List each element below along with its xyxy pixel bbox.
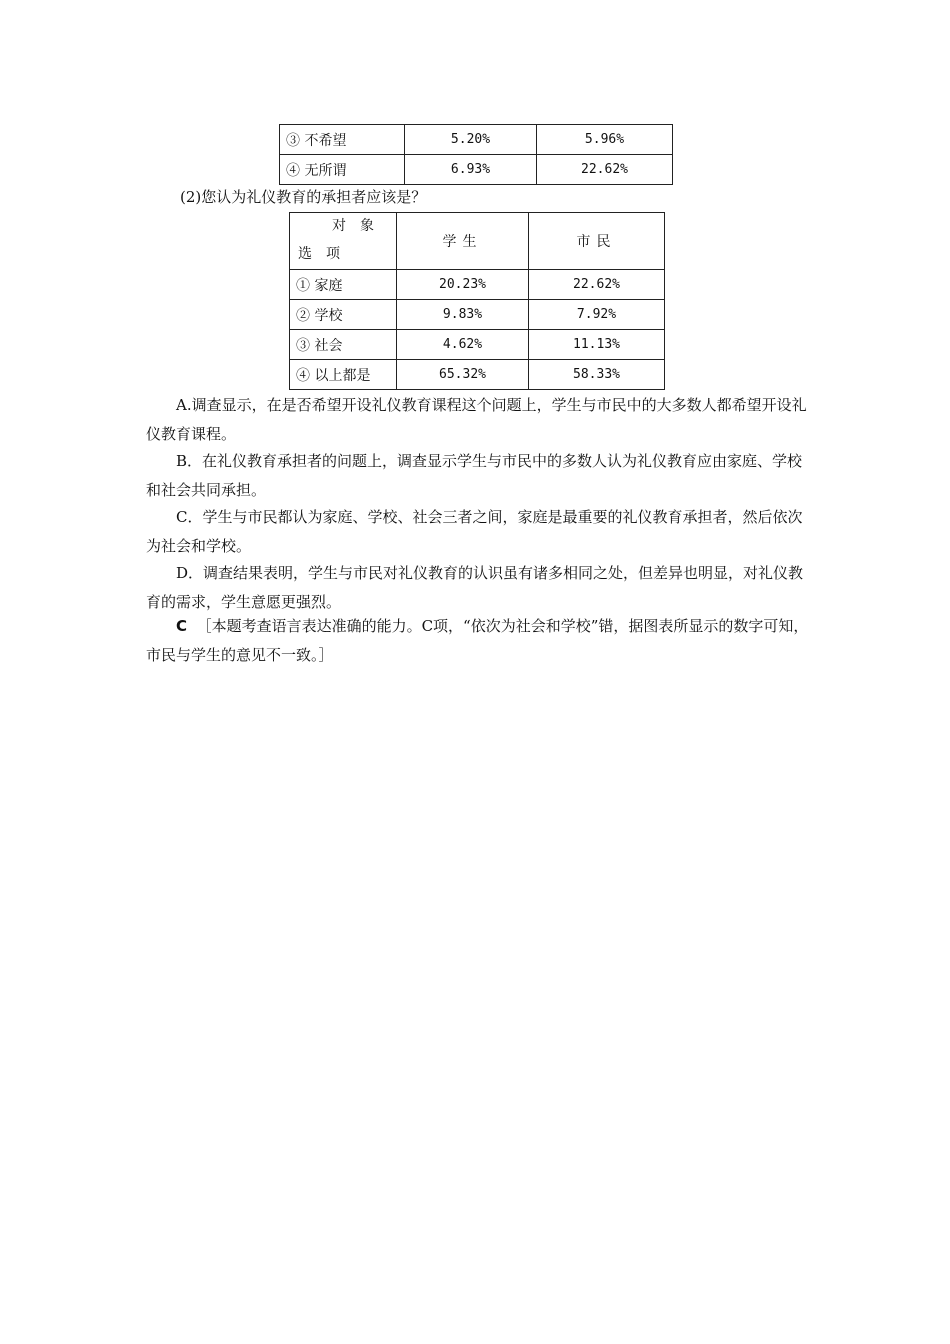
corner-header-cell	[290, 213, 397, 270]
citizen-value-cell: 5.96%	[537, 125, 673, 155]
header-student: 学生	[397, 213, 529, 270]
corner-header-bottom: 选项	[298, 246, 354, 262]
option-cell: ① 家庭	[290, 270, 397, 300]
option-a-text: A.调查显示，在是否希望开设礼仪教育课程这个问题上，学生与市民中的大多数人都希望开设礼仪教育课程。	[146, 396, 807, 443]
student-value-cell: 6.93%	[405, 155, 537, 185]
table-row	[290, 360, 665, 390]
table-row	[280, 125, 673, 155]
citizen-value-cell: 22.62%	[529, 270, 665, 300]
option-cell: ④ 无所谓	[280, 155, 405, 185]
corner-header-top: 对象	[332, 218, 388, 234]
table-header-row	[290, 213, 665, 270]
survey-table-part2	[289, 212, 665, 390]
option-cell: ③ 不希望	[280, 125, 405, 155]
citizen-value-cell: 58.33%	[529, 360, 665, 390]
option-c-text: C．学生与市民都认为家庭、学校、社会三者之间，家庭是最重要的礼仪教育承担者，然后依次为社会和学校。	[146, 508, 803, 555]
answer-letter: C	[176, 617, 188, 635]
student-value-cell: 4.62%	[397, 330, 529, 360]
survey-table-part1	[279, 124, 673, 185]
table-row	[290, 270, 665, 300]
option-b-text: B．在礼仪教育承担者的问题上，调查显示学生与市民中的多数人认为礼仪教育应由家庭、学校和社会共同承担。	[146, 452, 803, 499]
student-value-cell: 5.20%	[405, 125, 537, 155]
table-row	[280, 155, 673, 185]
option-b	[146, 447, 810, 505]
student-value-cell: 20.23%	[397, 270, 529, 300]
citizen-value-cell: 11.13%	[529, 330, 665, 360]
option-a	[146, 391, 810, 449]
answer-explanation: ［本题考查语言表达准确的能力。C项，“依次为社会和学校”错，据图表所显示的数字可知，市民与学生的意见不一致。］	[146, 617, 809, 664]
question-2: (2)您认为礼仪教育的承担者应该是？	[180, 188, 427, 206]
option-cell: ③ 社会	[290, 330, 397, 360]
option-cell: ② 学校	[290, 300, 397, 330]
option-c	[146, 503, 810, 561]
option-d-text: D．调查结果表明，学生与市民对礼仪教育的认识虽有诸多相同之处，但差异也明显，对礼仪教育的需求，学生意愿更强烈。	[146, 564, 804, 611]
citizen-value-cell: 22.62%	[537, 155, 673, 185]
citizen-value-cell: 7.92%	[529, 300, 665, 330]
header-citizen: 市民	[529, 213, 665, 270]
student-value-cell: 9.83%	[397, 300, 529, 330]
table-row	[290, 300, 665, 330]
answer-block	[146, 612, 810, 670]
option-d	[146, 559, 810, 617]
option-cell: ④ 以上都是	[290, 360, 397, 390]
table-row	[290, 330, 665, 360]
student-value-cell: 65.32%	[397, 360, 529, 390]
